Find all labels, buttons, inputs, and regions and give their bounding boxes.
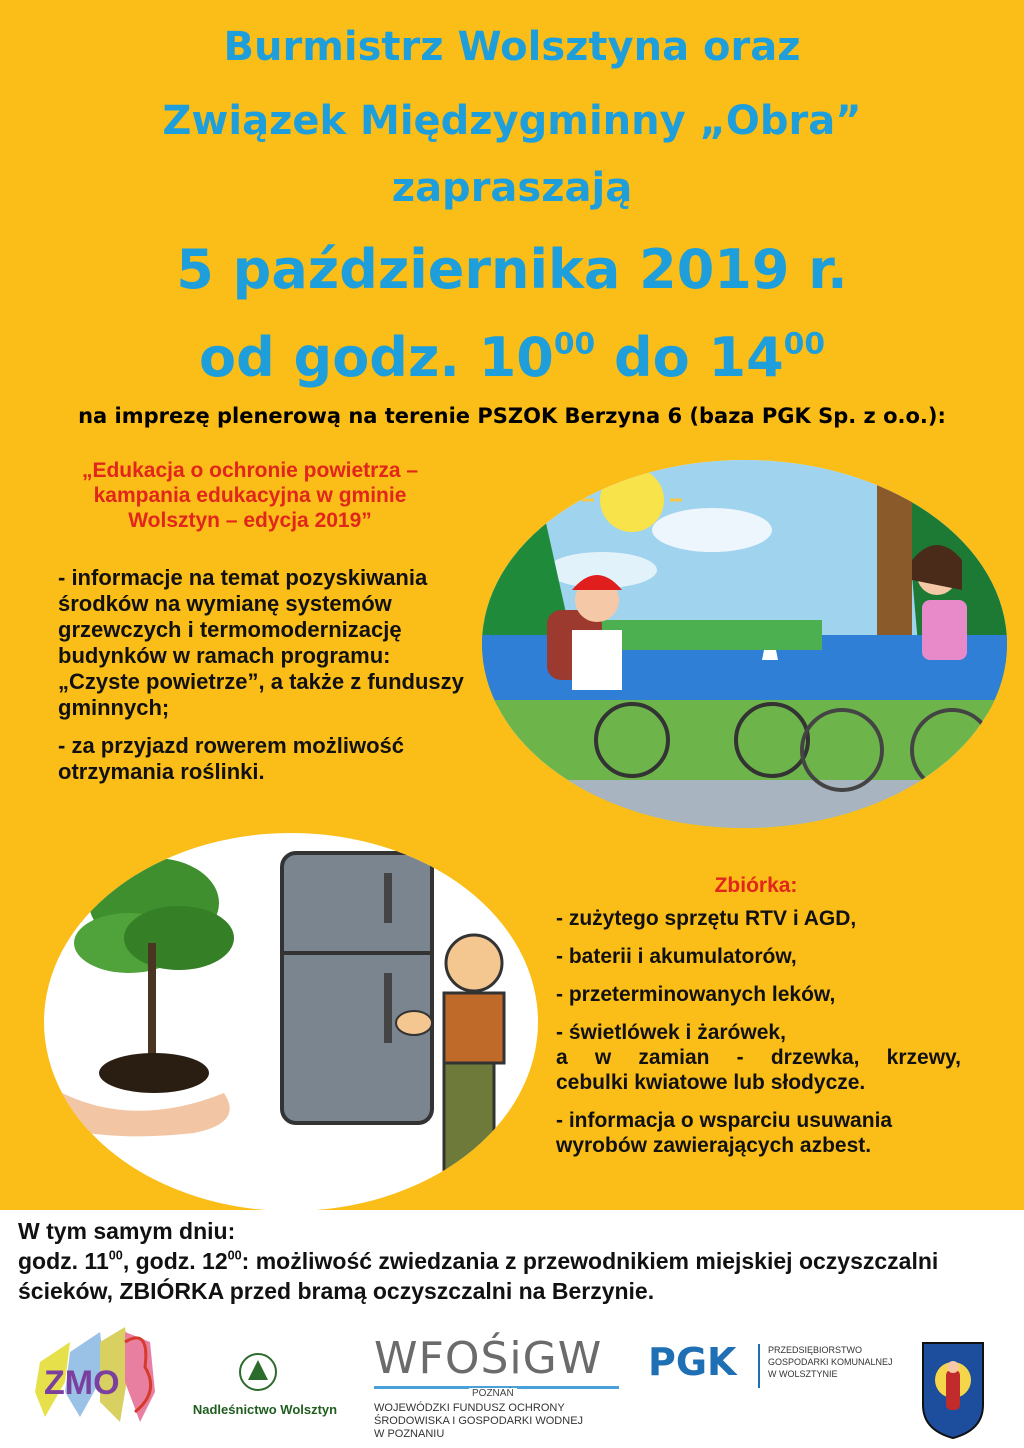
same-day-text: godz. $11^{00}$, godz. $12^{00}$: możliwość zwiedzania z przewodnikiem miejskiej oczyszczalni ścieków, ZBIÓRKA przed bramą oczyszczalni na Berzynie. [18, 1248, 939, 1304]
event-time: od godz. $10^{00}$ do $14^{00}$ [198, 326, 825, 389]
list-item: - świetlówek i żarówek, a w zamian - drzewka, krzewy, cebulki kwiatowe lub słodycze. [556, 1021, 961, 1094]
zmo-logo [30, 1322, 160, 1432]
lasy-panstwowe-logo [238, 1352, 278, 1392]
list-item: - zużytego sprzętu RTV i AGD, [556, 907, 857, 930]
list-item: - informacje na temat pozyskiwania środków na wymianę systemów grzewczych i termomodernizację budynków w ramach programu: „Czyste powietrze”, a także z funduszy gminnych; [58, 565, 464, 720]
pgk-logo: PGK PRZEDSIĘBIORSTWO GOSPODARKI KOMUNALNEJ W WOLSZTYNIE [648, 1340, 898, 1400]
same-day-heading: W tym samym dniu: [18, 1218, 236, 1244]
collection-title: Zbiórka: [714, 874, 798, 897]
nadlesnictwo-label: Nadleśnictwo Wolsztyn [192, 1402, 338, 1417]
same-day-section [18, 1216, 1008, 1306]
list-item: - za przyjazd rowerem możliwość otrzymania roślinki. [58, 733, 404, 784]
header-line-3: zapraszają [391, 165, 633, 211]
campaign-bullets [58, 565, 478, 797]
event-date: 5 października 2019 r. [176, 238, 848, 301]
list-item: - baterii i akumulatorów, [556, 945, 797, 968]
collection-list [556, 906, 961, 1171]
wfosigw-logo: WFOŚiGW POZNAŃ WOJEWÓDZKI FUNDUSZ OCHRONY ŚRODOWISKA I GOSPODARKI WODNEJ W POZNANIU [374, 1336, 624, 1446]
list-item: - przeterminowanych leków, [556, 983, 836, 1006]
venue-text: na imprezę plenerową na terenie PSZOK Berzyna 6 (baza PGK Sp. z o.o.): [78, 404, 946, 428]
header-line-2: Związek Międzygminny „Obra” [162, 98, 862, 144]
wolsztyn-coat-of-arms [920, 1340, 986, 1440]
svg-text:ZMO: ZMO [44, 1364, 120, 1402]
recycling-illustration [44, 833, 538, 1211]
campaign-title: „Edukacja o ochronie powietrza – kampania edukacyjna w gminie Wolsztyn – edycja 2019” [81, 459, 419, 532]
cyclists-illustration [482, 460, 1007, 828]
list-item: - informacja o wsparciu usuwania wyrobów zawierających azbest. [556, 1109, 893, 1157]
header-line-1: Burmistrz Wolsztyna oraz [223, 24, 801, 70]
